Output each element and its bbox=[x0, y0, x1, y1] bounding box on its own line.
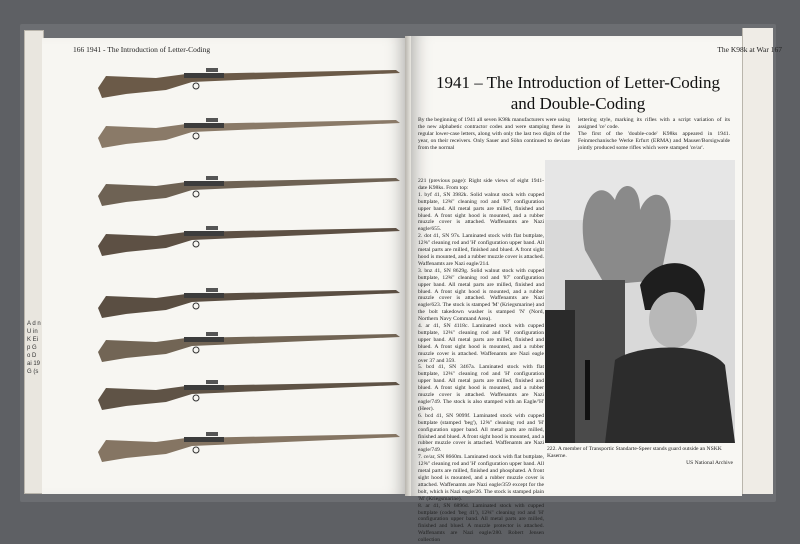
chapter-title bbox=[418, 72, 738, 114]
caption-item: 7. ce/ar, SN 8660m. Laminated stock with flat buttplate, 12⅝" cleaning rod and 'H' configuration upper band. All metal parts are milled, finished and phosphated. A front sight hood is mounted, and a rubber muzzle cover is attached. Waffenamts are Nazi eagle/359 except for the bolt, which is Nazi eagle/26. The stock is stamped plain 'M' (Kriegsmarine). bbox=[418, 454, 544, 502]
chapter-title-line-1: 1941 – The Introduction of Letter-Coding bbox=[435, 73, 721, 92]
soldier-photograph bbox=[545, 160, 735, 443]
caption-item: 3. bnz 41, SN 8629g. Solid walnut stock with cupped buttplate, 12⅝" cleaning rod and '87' configuration upper band. All metal parts are milled, finished and blued. A front sight hood is mounted, and a rubber muzzle cover is attached. Waffenamts are Nazi eagle/623. The stock is stamped 'M' (Kriegsmarine) and the bolt takedown washer is stamped 'N' (Nord, Northern Navy Command Area). bbox=[418, 267, 544, 323]
rifle-caption-list bbox=[418, 178, 544, 544]
caption-item: 4. ar 41, SN 4118c. Laminated stock with cupped buttplate, 12⅝" cleaning rod and 'H' configuration upper band. All metal parts are milled, finished and blued. A front sight hood is mounted, and a rubber muzzle cover is attached. Waffenamts are Nazi eagle over 37 and 359. bbox=[418, 323, 544, 364]
rifle-image-2 bbox=[96, 114, 402, 150]
rifle-image-8 bbox=[96, 428, 402, 464]
caption-item: 8. ar 41, SN 6896d. Laminated stock with cupped buttplate (coded 'beg 41'), 12⅝" cleaning rod and 'H' configuration upper band. All metal parts are milled, finished and blued. A muzzle protector is attached. Waffenamts are Nazi eagle/280. Robert Jensen collection bbox=[418, 502, 544, 544]
book-gutter bbox=[405, 36, 411, 496]
caption-item: 6. bcd 41, SN 9099f. Laminated stock with cupped buttplate (stamped 'beg'), 12⅝" cleaning rod and 'H' configuration upper band. All metal parts are milled, finished and blued. A front sight hood is mounted, and a rubber muzzle cover is attached. Waffenamts are Nazi eagle/749. bbox=[418, 412, 544, 454]
intro-paragraph-left: By the beginning of 1941 all seven K98k manufacturers were using the new alphabetic contractor codes and were stamping these in regular lower-case letters, along with only the last two digits of the year, on their receivers. Only Sauer and Söhn continued to deviate from the normal bbox=[418, 117, 570, 151]
chapter-title-line-2: and Double-Coding bbox=[510, 94, 646, 113]
rifle-image-1 bbox=[96, 64, 402, 100]
rifle-image-5 bbox=[96, 284, 402, 320]
left-running-head: 166 1941 - The Introduction of Letter-Coding bbox=[73, 45, 211, 54]
rifle-image-7 bbox=[96, 376, 402, 412]
rifle-image-6 bbox=[96, 328, 402, 364]
left-page-edges bbox=[24, 30, 44, 494]
caption-item: 5. bcd 41, SN 3467a. Laminated stock with flat buttplate, 12⅝" cleaning rod and 'H' configuration upper band. All metal parts are milled, finished and blued. A front sight hood is mounted, and a rubber muzzle cover is attached. Waffenamts are Nazi eagle/749. The stock is also stamped with an Eagle/'H' (Heer). bbox=[418, 364, 544, 412]
photo-caption bbox=[547, 446, 733, 467]
photo-credit: US National Archive bbox=[686, 459, 733, 466]
left-page bbox=[42, 38, 408, 494]
photo-caption-text: 222. A member of Transportic Standarte-Speer stands guard outside an NSKK Kaserne. bbox=[547, 446, 722, 459]
underlying-page-text: A d n U in K Ei p G o D ai 19 G (s bbox=[27, 321, 41, 375]
rifle-image-4 bbox=[96, 222, 402, 258]
caption-item: 2. dot 41, SN 97s. Laminated stock with flat buttplate, 12⅝" cleaning rod and 'H' configuration upper band. All metal parts are milled, finished and blued. A front sight hood is mounted, and a rubber muzzle cover is attached. Waffenamts are Nazi eagle/214. bbox=[418, 233, 544, 267]
right-page-edges bbox=[742, 28, 773, 494]
rifle-image-3 bbox=[96, 172, 402, 208]
intro-paragraph-right: lettering style, marking its rifles with a script variation of its assigned 'ce' code. The first of the 'double-code' K98ks appeared in 1941. Feinmechanische Werke Erfurt (ERMA) and Mauser/Borsigwalde jointly produced some rifles which were stamped 'ce/ar'. bbox=[578, 117, 730, 151]
right-running-head: The K98k at War 167 bbox=[717, 45, 782, 54]
caption-item: 1. byf 41, SN 3982k. Solid walnut stock with cupped buttplate, 12⅝" cleaning rod and '87' configuration upper band. All metal parts are milled, finished and blued. A front sight hood is mounted, and a rubber muzzle cover is attached. Waffenamts are Nazi eagle/655. bbox=[418, 191, 544, 233]
caption-item: 221 (previous page): Right side views of eight 1941-date K98ks. From top: bbox=[418, 178, 544, 191]
